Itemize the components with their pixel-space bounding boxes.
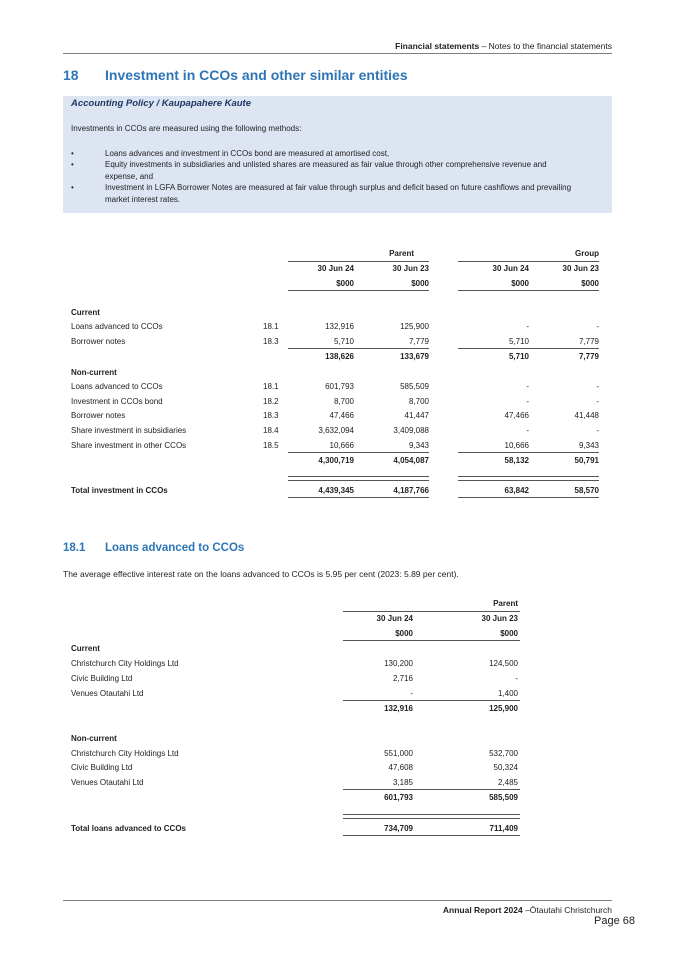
cell: 9,343	[578, 441, 599, 450]
cell: 3,409,088	[393, 426, 429, 435]
current-total: 138,626	[325, 352, 354, 361]
page-number: Page 68	[594, 915, 635, 927]
row-label: Loans advanced to CCOs	[71, 382, 163, 391]
footer-bold: Annual Report 2024	[442, 905, 523, 915]
parent-unit-rule	[288, 290, 429, 291]
cell: -	[515, 674, 518, 683]
cell: 2,716	[392, 674, 413, 683]
cell: -	[596, 322, 599, 331]
col-unit: $000	[411, 279, 429, 288]
cell: 50,324	[493, 763, 518, 772]
policy-bullet-text: Loans advances and investment in CCOs bond are measured at amortised cost,	[105, 149, 390, 158]
cell: 5,710	[508, 337, 529, 346]
current-total: 132,916	[384, 704, 413, 713]
col-date: 30 Jun 24	[492, 264, 529, 273]
cell: -	[596, 397, 599, 406]
cell: -	[410, 689, 413, 698]
row-label: Venues Otautahi Ltd	[71, 778, 144, 787]
group-header-group: Group	[575, 249, 599, 258]
current-heading: Current	[71, 308, 100, 317]
cell: 8,700	[408, 397, 429, 406]
row-label: Loans advanced to CCOs	[71, 322, 163, 331]
policy-title: Accounting Policy / Kaupapahere Kaute	[71, 98, 252, 109]
current-total: 125,900	[489, 704, 518, 713]
row-label: Share investment in subsidiaries	[71, 426, 187, 435]
subtotal-rule	[458, 348, 599, 349]
total-top-rule	[343, 818, 520, 819]
cell: -	[526, 397, 529, 406]
grand-total: 734,709	[384, 824, 413, 833]
row-label: Venues Otautahi Ltd	[71, 689, 144, 698]
noncurrent-heading: Non-current	[71, 734, 117, 743]
section-title	[63, 67, 408, 83]
running-header	[395, 41, 612, 51]
cell: 7,779	[408, 337, 429, 346]
header-rest: – Notes to the financial statements	[479, 41, 612, 51]
policy-bullet-text: Equity investments in subsidiaries and unlisted shares are measured as fair value through other comprehensive revenue and expense, and	[105, 160, 547, 181]
cell: 551,000	[384, 749, 413, 758]
cell: 3,632,094	[318, 426, 354, 435]
total-top-rule	[458, 476, 599, 477]
subsection-title-text: Loans advanced to CCOs	[105, 542, 245, 554]
cell: 41,447	[404, 411, 429, 420]
noncurrent-total: 601,793	[384, 793, 413, 802]
header-bold: Financial statements	[395, 41, 480, 51]
row-label: Civic Building Ltd	[71, 674, 133, 683]
section-number: 18	[63, 67, 79, 83]
col-date: 30 Jun 24	[317, 264, 354, 273]
header-rule	[63, 53, 612, 54]
interest-rate-paragraph: The average effective interest rate on the loans advanced to CCOs is 5.95 per cent (2023: 5.89 per cent).	[63, 569, 459, 579]
row-note: 18.2	[263, 397, 279, 406]
row-label: Civic Building Ltd	[71, 763, 133, 772]
row-note: 18.3	[263, 337, 279, 346]
cell: 130,200	[384, 659, 413, 668]
total-top-rule	[343, 814, 520, 815]
row-label: Borrower notes	[71, 337, 126, 346]
total-bottom-rule	[288, 497, 429, 498]
noncurrent-total: 58,132	[504, 456, 529, 465]
cell: 532,700	[489, 749, 518, 758]
running-footer	[443, 905, 612, 915]
row-note: 18.3	[263, 411, 279, 420]
parent-header-rule	[288, 261, 429, 262]
cell: 585,509	[400, 382, 429, 391]
cell: 3,185	[392, 778, 413, 787]
row-label: Share investment in other CCOs	[71, 441, 187, 450]
cell: 7,779	[578, 337, 599, 346]
total-bottom-rule	[343, 835, 520, 836]
row-label: Borrower notes	[71, 411, 126, 420]
cell: -	[596, 382, 599, 391]
row-note: 18.1	[263, 322, 279, 331]
grand-total: 4,439,345	[318, 486, 354, 495]
col-date: 30 Jun 23	[481, 614, 518, 623]
noncurrent-heading: Non-current	[71, 368, 117, 377]
total-top-rule	[288, 476, 429, 477]
noncurrent-total: 4,054,087	[393, 456, 429, 465]
grand-total: 58,570	[574, 486, 599, 495]
cell: 1,400	[497, 689, 518, 698]
col-unit: $000	[395, 629, 413, 638]
row-note: 18.4	[263, 426, 279, 435]
row-note: 18.1	[263, 382, 279, 391]
policy-bullet-text: Investment in LGFA Borrower Notes are measured at fair value through surplus and deficit based on future cashflows and prevailing market interest rates.	[105, 183, 572, 204]
col-date: 30 Jun 24	[376, 614, 413, 623]
grand-total-label: Total investment in CCOs	[71, 486, 168, 495]
current-total: 7,779	[578, 352, 599, 361]
grand-total-label: Total loans advanced to CCOs	[71, 824, 186, 833]
cell: 2,485	[497, 778, 518, 787]
col-date: 30 Jun 23	[392, 264, 429, 273]
footer-rule	[63, 900, 612, 901]
col-unit: $000	[500, 629, 518, 638]
col-unit: $000	[511, 279, 529, 288]
current-heading: Current	[71, 644, 100, 653]
row-note: 18.5	[263, 441, 279, 450]
subtotal-rule	[343, 789, 520, 790]
current-total: 5,710	[508, 352, 529, 361]
current-total: 133,679	[400, 352, 429, 361]
cell: 47,466	[329, 411, 354, 420]
subtotal-rule	[458, 452, 599, 453]
grand-total: 711,409	[489, 824, 518, 833]
group-header-parent: Parent	[493, 599, 518, 608]
cell: -	[526, 426, 529, 435]
policy-intro: Investments in CCOs are measured using the following methods:	[71, 124, 302, 133]
subsection-title	[63, 542, 244, 554]
col-unit: $000	[336, 279, 354, 288]
cell: 125,900	[400, 322, 429, 331]
cell: 47,608	[388, 763, 413, 772]
cell: -	[526, 382, 529, 391]
unit-rule	[343, 640, 520, 641]
subtotal-rule	[288, 348, 429, 349]
cell: 601,793	[325, 382, 354, 391]
cell: 10,666	[329, 441, 354, 450]
group-header-rule	[458, 261, 599, 262]
col-date: 30 Jun 23	[562, 264, 599, 273]
cell: 132,916	[325, 322, 354, 331]
row-label: Investment in CCOs bond	[71, 397, 163, 406]
cell: 124,500	[489, 659, 518, 668]
row-label: Christchurch City Holdings Ltd	[71, 659, 179, 668]
cell: 8,700	[333, 397, 354, 406]
parent-header-rule	[343, 611, 520, 612]
cell: 10,666	[504, 441, 529, 450]
grand-total: 63,842	[504, 486, 529, 495]
footer-rest: –Ōtautahi Christchurch	[522, 905, 612, 915]
group-unit-rule	[458, 290, 599, 291]
subtotal-rule	[288, 452, 429, 453]
cell: 9,343	[408, 441, 429, 450]
group-header-parent: Parent	[389, 249, 414, 258]
section-title-text: Investment in CCOs and other similar entities	[105, 67, 408, 83]
subtotal-rule	[343, 700, 520, 701]
total-top-rule	[288, 480, 429, 481]
subsection-number: 18.1	[63, 542, 86, 554]
cell: 47,466	[504, 411, 529, 420]
cell: 5,710	[333, 337, 354, 346]
cell: -	[526, 322, 529, 331]
noncurrent-total: 585,509	[489, 793, 518, 802]
grand-total: 4,187,766	[393, 486, 429, 495]
cell: 41,448	[574, 411, 599, 420]
noncurrent-total: 50,791	[574, 456, 599, 465]
cell: -	[596, 426, 599, 435]
noncurrent-total: 4,300,719	[318, 456, 354, 465]
total-bottom-rule	[458, 497, 599, 498]
col-unit: $000	[581, 279, 599, 288]
row-label: Christchurch City Holdings Ltd	[71, 749, 179, 758]
total-top-rule	[458, 480, 599, 481]
